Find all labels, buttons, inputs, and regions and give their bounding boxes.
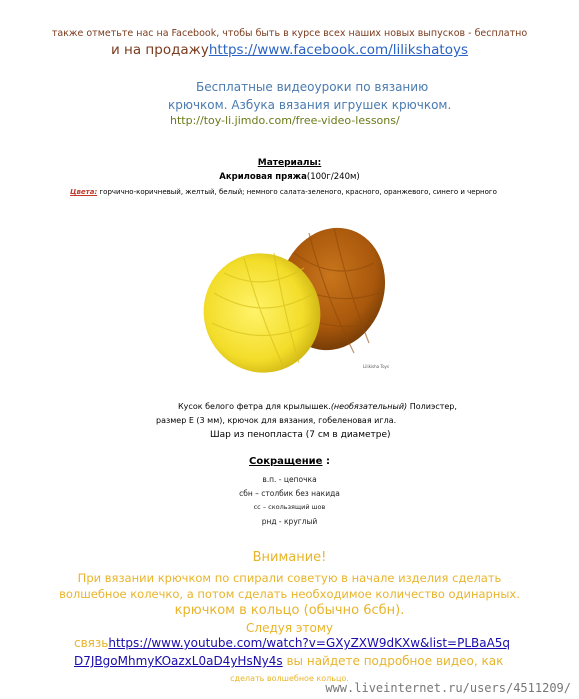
felt-suffix: Полиэстер, <box>407 402 457 411</box>
felt-line <box>178 402 457 411</box>
notice-line-6: вы найдете подробное видео, как <box>282 654 504 668</box>
facebook-note: также отметьте нас на Facebook, чтобы быть в курсе всех наших новых выпусков - бесплатно <box>51 28 528 39</box>
abbreviation-item: сс – скользящий шов <box>253 503 326 511</box>
colors-label: Цвета: <box>70 188 98 196</box>
youtube-link[interactable]: https://www.youtube.com/watch?v=GXyZXW9dKXw&list=PLBaA5q <box>108 636 511 650</box>
promo-link[interactable]: http://toy-li.jimdo.com/free-video-lessons/ <box>170 114 400 127</box>
yarn-spec: (100г/240м) <box>306 172 360 182</box>
tools-line: размер E (3 мм), крючок для вязания, гобеленовая игла. <box>156 416 397 425</box>
youtube-link-continued[interactable]: D7JBgoMhmyKOazxL0aD4yHsNy4s <box>74 654 283 668</box>
youtube-line-1 <box>74 636 510 650</box>
youtube-line-2 <box>74 654 503 668</box>
facebook-prefix: и на продажу <box>110 42 209 58</box>
watermark: www.liveinternet.ru/users/4511209/ <box>325 681 571 695</box>
colors-line <box>70 188 497 196</box>
notice-link-prefix: связь <box>74 636 109 650</box>
notice-line-2: волшебное колечко, а потом сделать необходимое количество одинарных. <box>59 587 520 601</box>
notice-line-7: сделать волшебное кольцо. <box>230 674 349 683</box>
colors-text: горчично-коричневый, желтый, белый; немного салата-зеленого, красного, оранжевого, синего и черного <box>97 188 497 196</box>
felt-optional: (необязательный) <box>330 402 408 411</box>
notice-line-1: При вязании крючком по спирали советую в начале изделия сделать <box>77 571 502 585</box>
photo-caption: Lilikisha Toys <box>363 364 389 369</box>
abbreviations-title-line <box>0 456 579 467</box>
promo-line-1: Бесплатные видеоуроки по вязанию <box>196 80 429 94</box>
materials-title: Материалы: <box>257 158 322 168</box>
abbreviations-colon: : <box>322 456 330 467</box>
facebook-link[interactable]: https://www.facebook.com/lilikshatoys <box>208 42 469 58</box>
yarn-photo <box>184 213 401 383</box>
facebook-line <box>0 42 579 58</box>
abbreviation-item: рнд - круглый <box>261 517 318 526</box>
abbreviation-item: в.п. - цепочка <box>262 475 317 484</box>
ball-line: Шар из пенопласта (7 см в диаметре) <box>210 430 391 440</box>
abbreviation-item: сбн – столбик без накида <box>239 489 340 498</box>
notice-line-4: Следуя этому <box>246 621 333 635</box>
felt-text: Кусок белого фетра для крылышек. <box>178 402 331 411</box>
promo-line-2: крючком. Азбука вязания игрушек крючком. <box>168 98 452 112</box>
yarn-line <box>0 172 579 182</box>
yarn-label: Акриловая пряжа <box>219 172 307 182</box>
notice-line-3: крючком в кольцо (обычно 6сбн). <box>174 603 405 618</box>
abbreviations-title: Сокращение <box>249 456 323 467</box>
notice-title: Внимание! <box>252 550 327 565</box>
